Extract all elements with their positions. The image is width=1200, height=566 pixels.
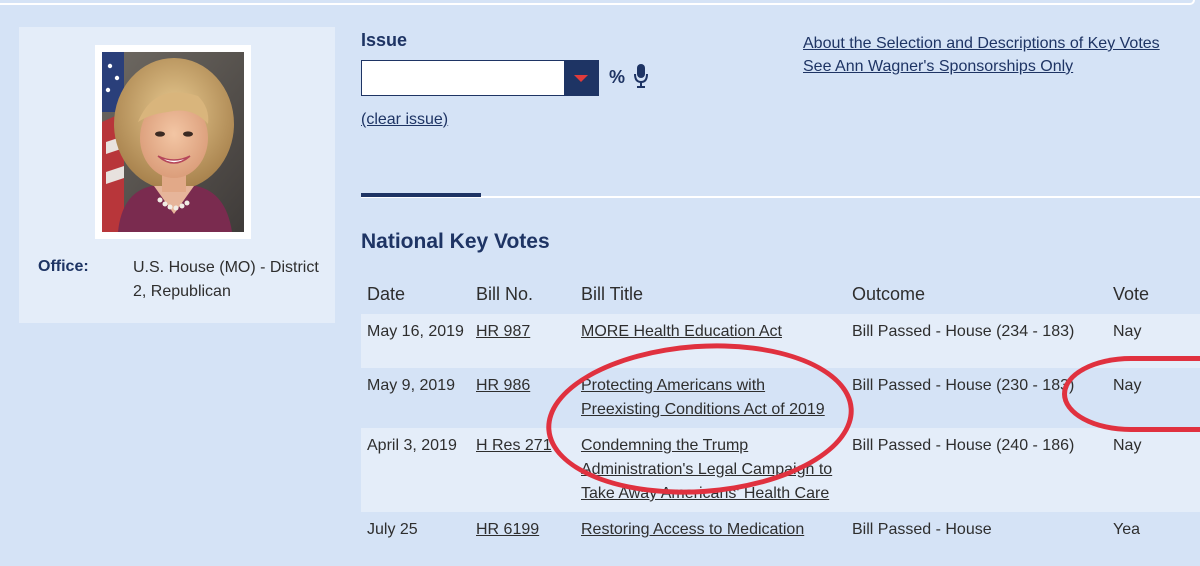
bill-number-link[interactable]: HR 6199 bbox=[476, 521, 540, 538]
cell-vote: Nay bbox=[1113, 377, 1142, 394]
office-value: U.S. House (MO) - District 2, Republican bbox=[133, 259, 319, 300]
divider bbox=[361, 196, 1200, 198]
header-date: Date bbox=[367, 283, 406, 304]
cell-outcome: Bill Passed - House bbox=[852, 521, 992, 538]
profile-photo-frame bbox=[95, 45, 251, 239]
bill-title-link[interactable]: Restoring Access to Medication bbox=[581, 521, 805, 538]
percent-icon[interactable]: % bbox=[609, 67, 626, 87]
cell-date: May 9, 2019 bbox=[367, 377, 456, 394]
office-label: Office: bbox=[38, 258, 89, 275]
header-links bbox=[803, 32, 1160, 78]
top-frame bbox=[0, 0, 1200, 6]
table-row bbox=[361, 314, 1200, 368]
cell-outcome: Bill Passed - House (240 - 186) bbox=[852, 437, 1075, 454]
cell-outcome: Bill Passed - House (230 - 183) bbox=[852, 377, 1075, 394]
about-key-votes-link[interactable]: About the Selection and Descriptions of Key Votes bbox=[803, 35, 1160, 52]
table-row bbox=[361, 368, 1200, 428]
table-header-row bbox=[361, 274, 1200, 314]
cell-vote: Nay bbox=[1113, 437, 1142, 454]
bill-title-link[interactable]: Condemning the Trump Administration's Legal Campaign to Take Away Americans' Health Care bbox=[581, 437, 833, 502]
header-bill-title: Bill Title bbox=[581, 283, 644, 304]
header-vote: Vote bbox=[1113, 283, 1150, 304]
header-outcome: Outcome bbox=[852, 283, 926, 304]
bill-number-link[interactable]: H Res 271 bbox=[476, 437, 552, 454]
bill-title-link[interactable]: MORE Health Education Act bbox=[581, 323, 782, 340]
cell-vote: Nay bbox=[1113, 323, 1142, 340]
table-row bbox=[361, 512, 1200, 566]
table-row bbox=[361, 428, 1200, 512]
key-votes-table bbox=[361, 274, 1200, 566]
clear-issue-link[interactable]: (clear issue) bbox=[361, 111, 449, 128]
microphone-icon[interactable] bbox=[634, 64, 648, 88]
dropdown-arrow-icon[interactable] bbox=[564, 61, 598, 95]
cell-date: April 3, 2019 bbox=[367, 437, 457, 454]
active-tab-indicator bbox=[361, 193, 481, 197]
profile-card bbox=[19, 27, 335, 323]
bill-number-link[interactable]: HR 986 bbox=[476, 377, 531, 394]
cell-outcome: Bill Passed - House (234 - 183) bbox=[852, 323, 1075, 340]
cell-vote: Yea bbox=[1113, 521, 1140, 538]
section-title: National Key Votes bbox=[361, 230, 550, 253]
issue-label: Issue bbox=[361, 30, 408, 50]
issue-select[interactable] bbox=[361, 60, 599, 96]
sponsorships-link[interactable]: See Ann Wagner's Sponsorships Only bbox=[803, 58, 1074, 75]
cell-date: July 25 bbox=[367, 521, 418, 538]
cell-date: May 16, 2019 bbox=[367, 323, 464, 340]
header-bill-no: Bill No. bbox=[476, 283, 534, 304]
profile-photo bbox=[102, 52, 244, 232]
bill-title-link[interactable]: Protecting Americans with Preexisting Conditions Act of 2019 bbox=[581, 377, 825, 418]
bill-number-link[interactable]: HR 987 bbox=[476, 323, 531, 340]
